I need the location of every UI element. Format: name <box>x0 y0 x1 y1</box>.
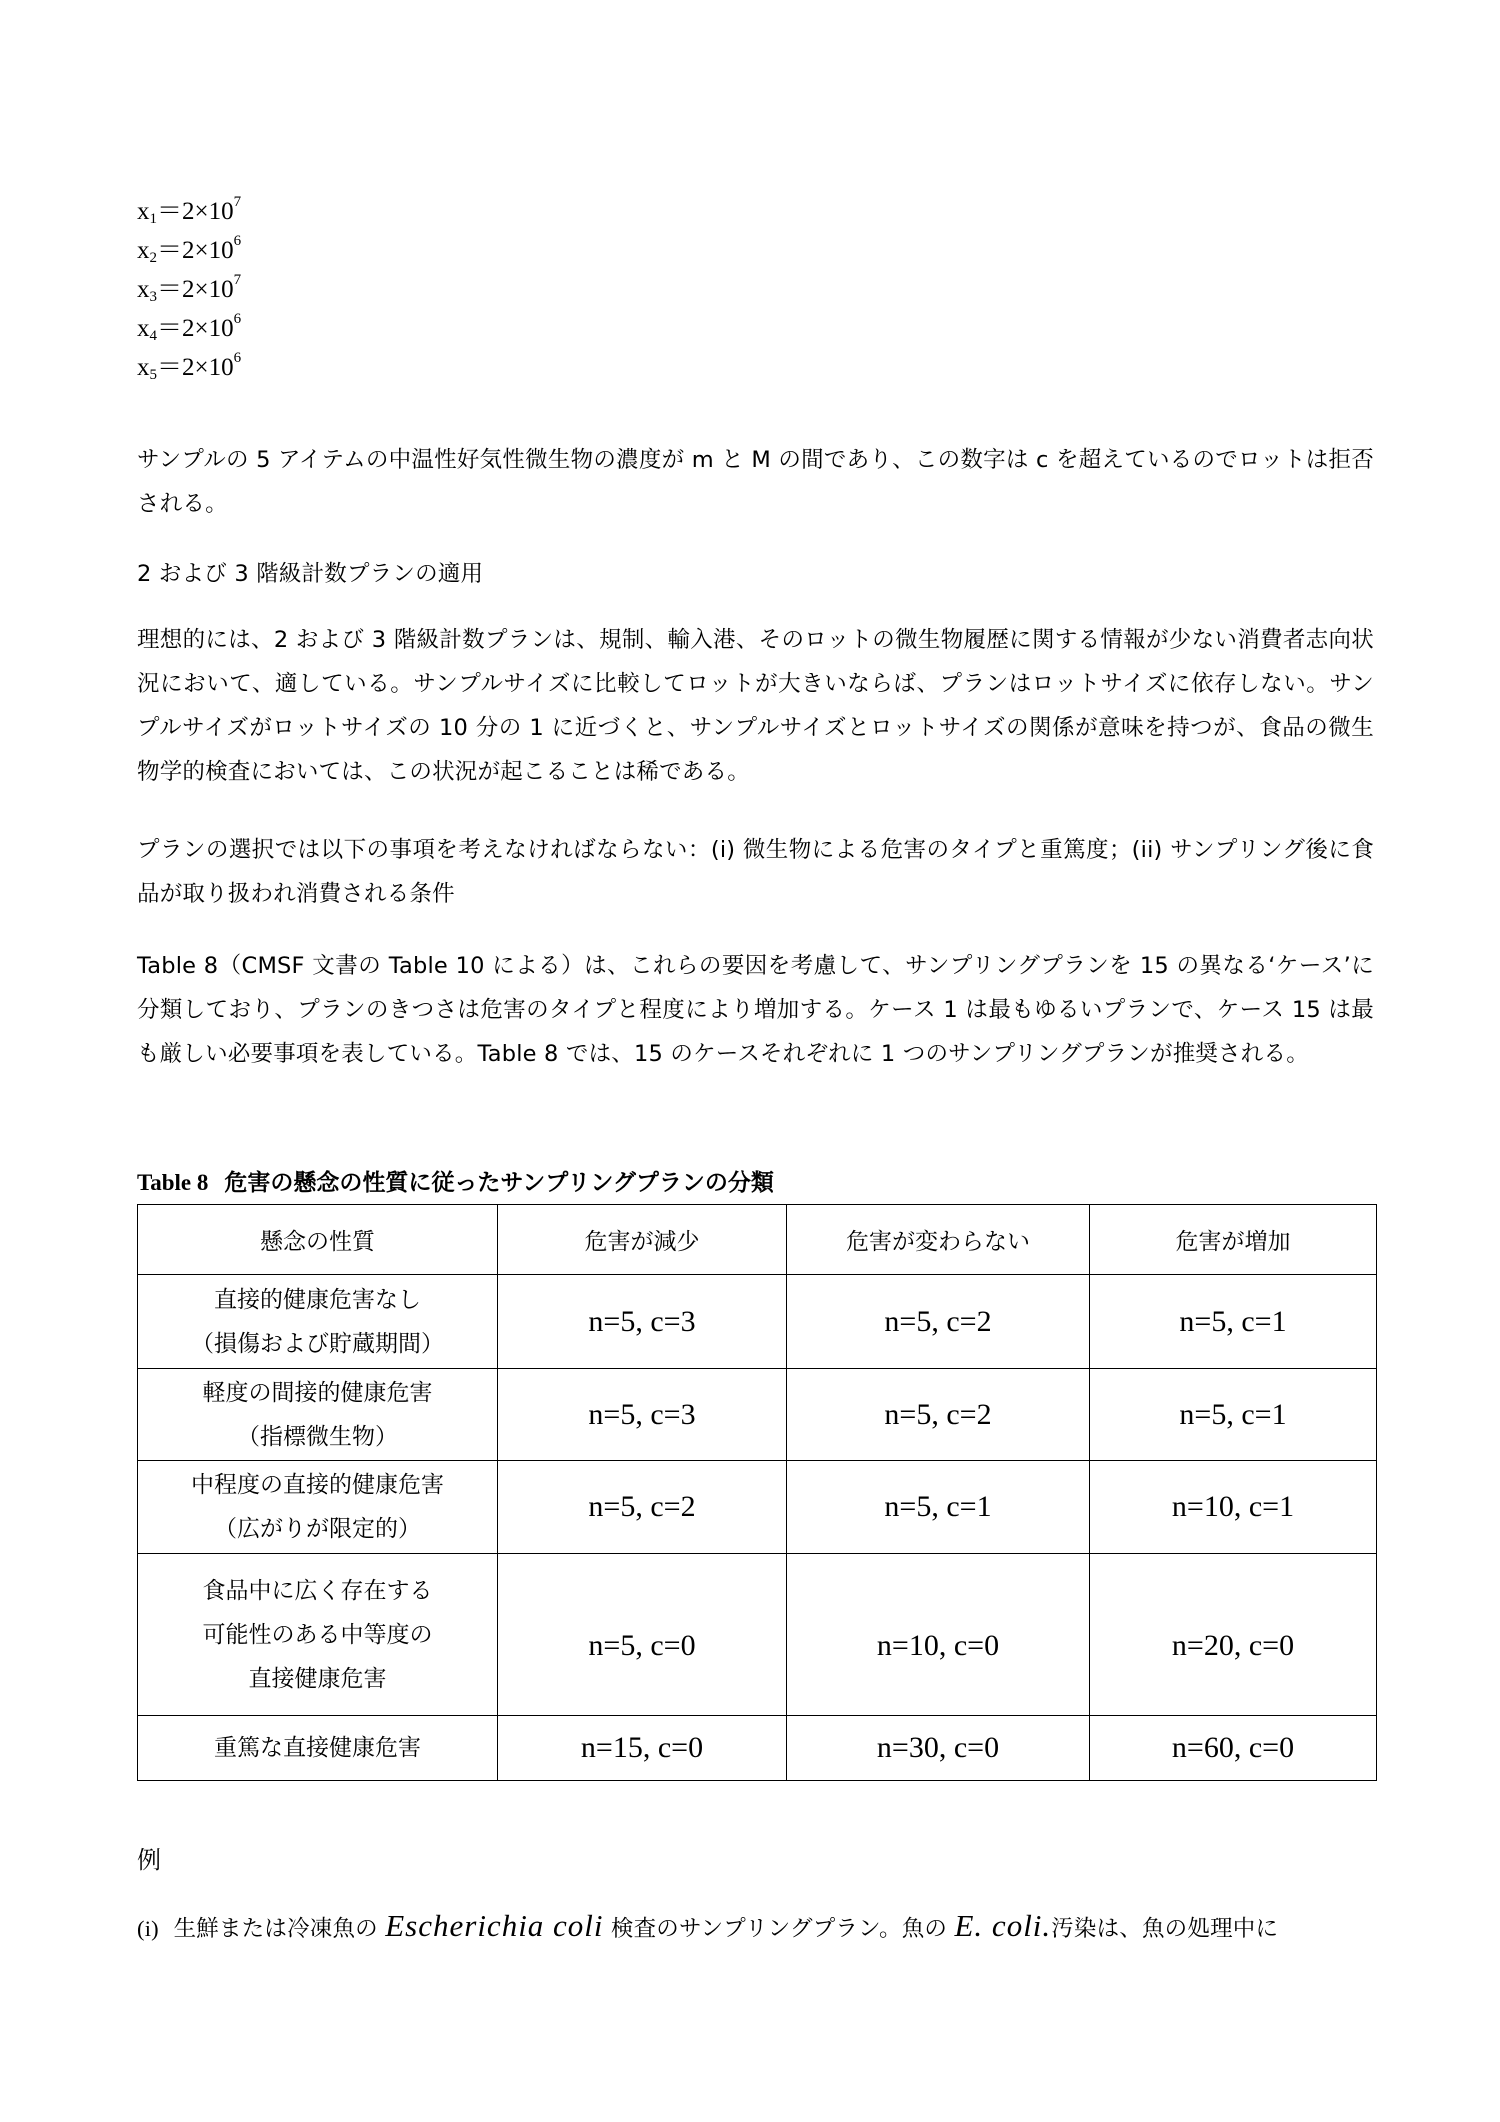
row-label-line: （損傷および貯蔵期間） <box>191 1330 444 1357</box>
species-name: Escherichia coli <box>385 1908 604 1943</box>
formula-subscript: 1 <box>149 211 157 227</box>
formula-line <box>137 270 241 309</box>
formula-exponent: 6 <box>233 350 242 366</box>
table-caption-number: Table 8 <box>137 1170 209 1195</box>
table-row <box>138 1275 1377 1369</box>
table-header-cell: 危害が変わらない <box>787 1205 1090 1275</box>
section-heading <box>137 552 1374 596</box>
plan-cell: n=5, c=3 <box>498 1275 787 1369</box>
formula-value: ＝2×10 <box>157 198 234 225</box>
plan-cell: n=20, c=0 <box>1090 1554 1377 1716</box>
table-caption <box>137 1164 774 1197</box>
table-row <box>138 1716 1377 1781</box>
formula-line <box>137 348 241 387</box>
paragraph-text: プランの選択では以下の事項を考えなければならない：(i) 微生物による危害のタイプと重篤度；(ii) サンプリング後に食品が取り扱われ消費される条件 <box>137 837 1374 907</box>
formula-value: ＝2×10 <box>157 276 234 303</box>
table-row <box>138 1554 1377 1716</box>
species-abbreviation: E. coli. <box>954 1908 1052 1943</box>
formula-subscript: 2 <box>149 250 157 266</box>
row-label-cell <box>138 1554 498 1716</box>
row-label-cell <box>138 1716 498 1781</box>
plan-cell: n=30, c=0 <box>787 1716 1090 1781</box>
formula-subscript: 4 <box>149 328 157 344</box>
row-label-line: 直接健康危害 <box>248 1665 387 1692</box>
table-header-cell: 危害が減少 <box>498 1205 787 1275</box>
paragraph-plan-application <box>137 618 1374 794</box>
formula-subscript: 5 <box>149 367 157 383</box>
plan-cell: n=5, c=2 <box>787 1275 1090 1369</box>
row-label-line: 中程度の直接的健康危害 <box>191 1472 444 1498</box>
plan-cell: n=5, c=3 <box>498 1369 787 1461</box>
row-label-cell <box>138 1369 498 1461</box>
row-label-cell <box>138 1275 498 1369</box>
paragraph-table-description <box>137 944 1374 1076</box>
example-line <box>137 1908 1278 1944</box>
example-heading: 例 <box>137 1846 161 1874</box>
formula-var: x <box>137 315 150 342</box>
table-row <box>138 1369 1377 1461</box>
example-text: 生鮮または冷凍魚の <box>173 1916 378 1942</box>
formula-list <box>137 192 241 387</box>
row-label-line: 重篤な直接健康危害 <box>214 1735 421 1761</box>
formula-line <box>137 192 241 231</box>
formula-subscript: 3 <box>149 289 157 305</box>
plan-cell: n=5, c=0 <box>498 1554 787 1716</box>
plan-cell: n=5, c=1 <box>1090 1369 1377 1461</box>
formula-line <box>137 231 241 270</box>
plan-cell: n=10, c=0 <box>787 1554 1090 1716</box>
plan-cell: n=5, c=2 <box>498 1461 787 1554</box>
row-label-line: 直接的健康危害なし <box>214 1286 421 1313</box>
row-label-line: 軽度の間接的健康危害 <box>202 1379 433 1406</box>
table-header-cell: 危害が増加 <box>1090 1205 1377 1275</box>
formula-exponent: 6 <box>233 311 242 327</box>
plan-cell: n=5, c=1 <box>787 1461 1090 1554</box>
plan-cell: n=5, c=1 <box>1090 1275 1377 1369</box>
example-prefix: (i) <box>137 1916 159 1941</box>
table-header-row <box>138 1205 1377 1275</box>
example-text: 検査のサンプリングプラン。魚の <box>610 1916 948 1942</box>
formula-value: ＝2×10 <box>157 237 234 264</box>
formula-var: x <box>137 276 150 303</box>
formula-var: x <box>137 237 150 264</box>
row-label-line: 食品中に広く存在する <box>202 1577 433 1604</box>
plan-cell: n=60, c=0 <box>1090 1716 1377 1781</box>
formula-var: x <box>137 198 150 225</box>
formula-exponent: 6 <box>233 233 242 249</box>
paragraph-lot-rejection <box>137 438 1374 526</box>
row-label-cell <box>138 1461 498 1554</box>
plan-cell: n=15, c=0 <box>498 1716 787 1781</box>
sampling-plan-table <box>137 1204 1377 1781</box>
paragraph-text: 理想的には、2 および 3 階級計数プランは、規制、輸入港、そのロットの微生物履歴に関する情報が少ない消費者志向状況において、適している。サンプルサイズに比較してロットが大きいならば、プランはロットサイズに依存しない。サンプルサイズがロットサイズの 10 分の 1 に近づくと、サンプルサイズとロットサイズの関係が意味を持つが、食品の微生物学的検査においては、この状況が起こることは稀である。 <box>137 627 1374 785</box>
paragraph-text: Table 8（CMSF 文書の Table 10 による）は、これらの要因を考慮して、サンプリングプランを 15 の異なる‘ケース’に分類しており、プランのきつさは危害のタイプと程度により増加する。ケース 1 は最もゆるいプランで、ケース 15 は最も厳しい必要事項を表している。Table 8 では、15 のケースそれぞれに 1 つのサンプリングプランが推奨される。 <box>137 953 1374 1067</box>
formula-value: ＝2×10 <box>157 315 234 342</box>
table-row <box>138 1461 1377 1554</box>
row-label-line: （指標微生物） <box>237 1423 398 1450</box>
row-label-line: 可能性のある中等度の <box>202 1621 433 1648</box>
example-text: 汚染は、魚の処理中に <box>1051 1916 1279 1942</box>
plan-cell: n=5, c=2 <box>787 1369 1090 1461</box>
table-caption-text: 危害の懸念の性質に従ったサンプリングプランの分類 <box>224 1170 774 1196</box>
formula-value: ＝2×10 <box>157 354 234 381</box>
plan-cell: n=10, c=1 <box>1090 1461 1377 1554</box>
formula-var: x <box>137 354 150 381</box>
paragraph-text: サンプルの 5 アイテムの中温性好気性微生物の濃度が m と M の間であり、この数字は c を超えているのでロットは拒否される。 <box>137 447 1374 517</box>
row-label-line: （広がりが限定的） <box>214 1516 421 1542</box>
paragraph-plan-selection <box>137 828 1374 916</box>
section-heading-text: 2 および 3 階級計数プランの適用 <box>137 561 484 587</box>
formula-line <box>137 309 241 348</box>
table-header-cell: 懸念の性質 <box>138 1205 498 1275</box>
formula-exponent: 7 <box>233 194 242 210</box>
formula-exponent: 7 <box>233 272 242 288</box>
